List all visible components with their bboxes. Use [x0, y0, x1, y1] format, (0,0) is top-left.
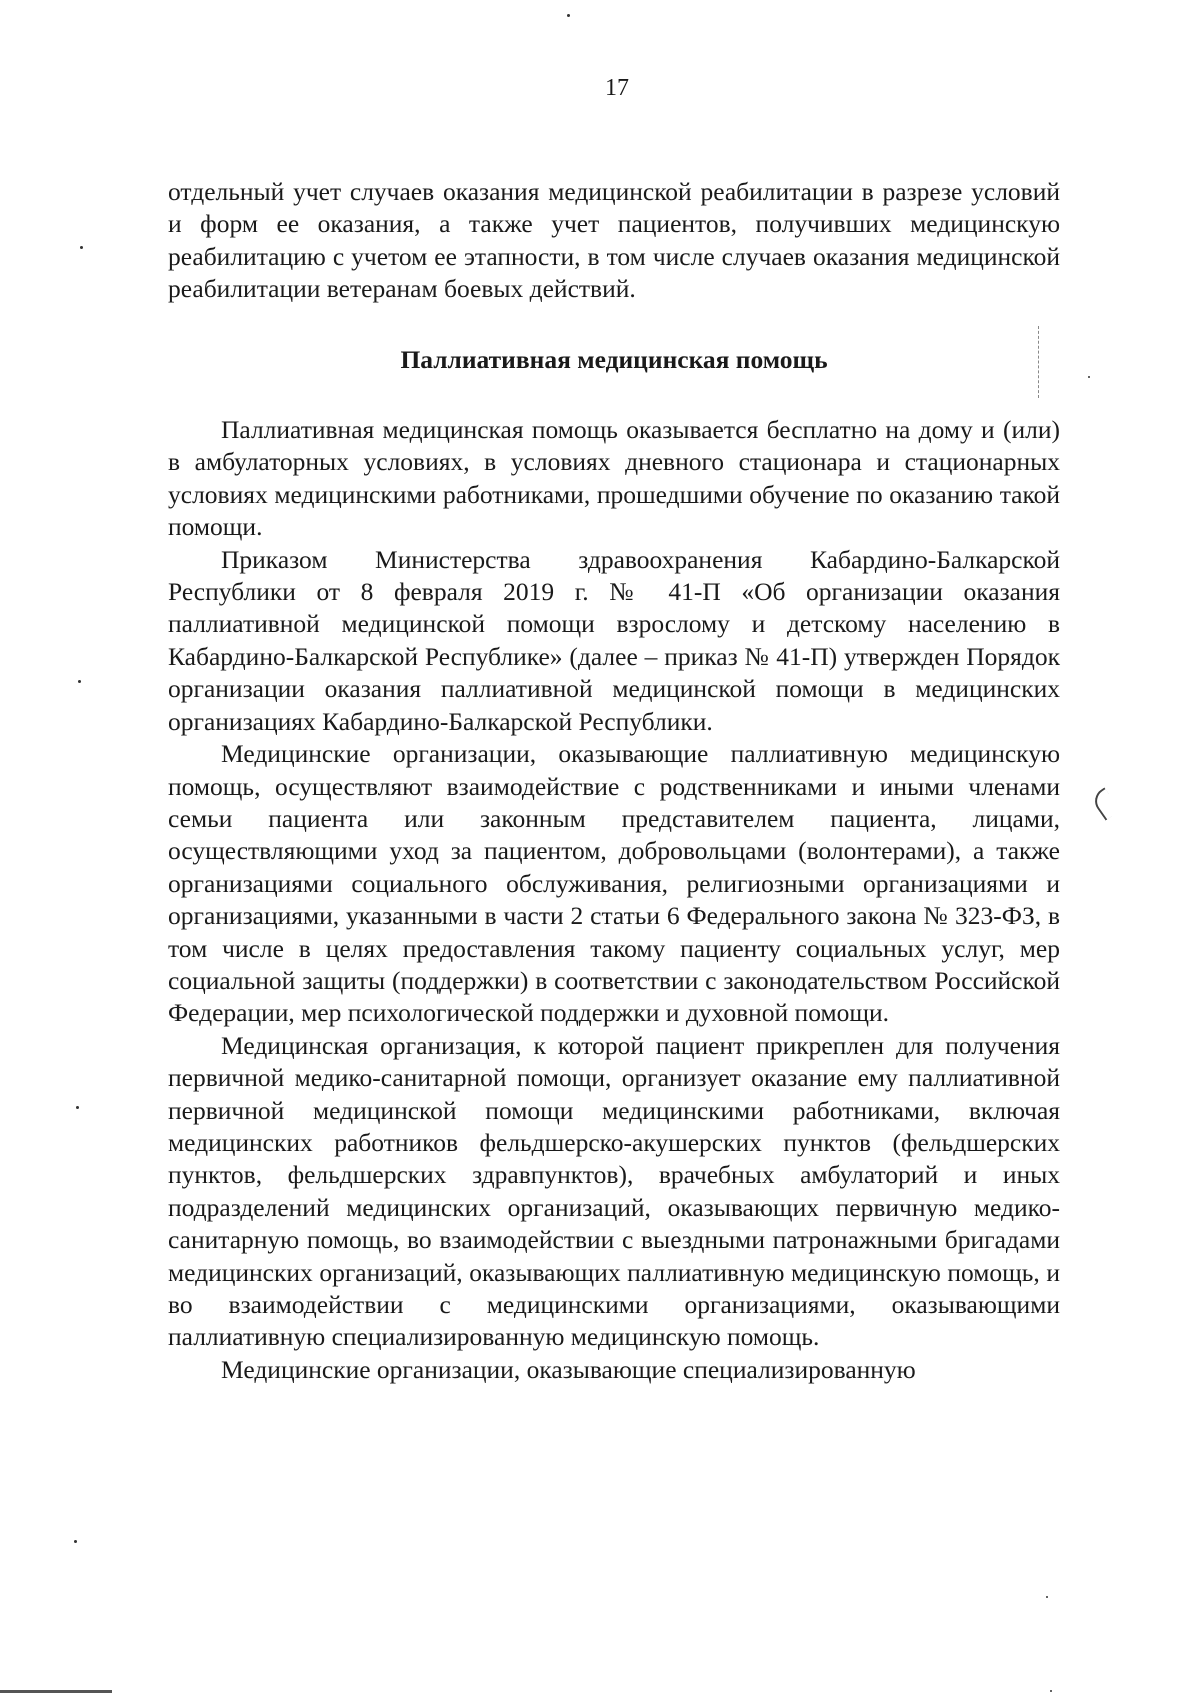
- scan-dot: [567, 14, 570, 17]
- paragraph: Приказом Министерства здравоохранения Кабардино-Балкарской Республики от 8 февраля 2019 г. № 41-П «Об организации оказания паллиативной медицинской помощи взрослому и детскому населению в Кабардино-Балкарской Республике» (далее – приказ № 41-П) утвержден Порядок организации оказания паллиативной медицинской помощи в медицинских организациях Кабардино-Балкарской Республики.: [168, 544, 1060, 736]
- scan-dot: [1088, 376, 1090, 378]
- paragraph-truncated: Медицинские организации, оказывающие специализированную: [221, 1354, 916, 1384]
- scan-dot: [78, 680, 81, 683]
- scan-dot: [76, 1106, 79, 1109]
- scan-dot: [1046, 1596, 1048, 1598]
- scan-dot: [1050, 1690, 1052, 1692]
- paragraph: Медицинские организации, оказывающие паллиативную медицинскую помощь, осуществляют взаимодействие с родственниками и иными членами семьи пациента или законным представителем пациента, лицами, осуществляющими уход за пациентом, добровольцами (волонтерами), а также организациями социального обслуживания, религиозными организациями и организациями, указанными в части 2 статьи 6 Федерального закона № 323-ФЗ, в том числе в целях предоставления такому пациенту социальных услуг, мер социальной защиты (поддержки) в соответствии с законодательством Российской Федерации, мер психологической поддержки и духовной помощи.: [168, 739, 1060, 1028]
- scan-edge-line: [0, 1690, 112, 1693]
- paragraph-continuation: отдельный учет случаев оказания медицинской реабилитации в разрезе условий и форм ее оказания, а также учет пациентов, получивших медицинскую реабилитацию с учетом ее этапности, в том числе случаев оказания медицинской реабилитации ветеранам боевых действий.: [168, 177, 1060, 304]
- page-number: 17: [605, 75, 629, 101]
- scan-dot: [80, 246, 83, 249]
- paragraph: Медицинская организация, к которой пациент прикреплен для получения первичной медико-санитарной помощи, организует оказание ему паллиативной первичной медицинской помощи медицинскими работниками, включая медицинских работников фельдшерско-акушерских пунктов (фельдшерских пунктов, фельдшерских здравпунктов), врачебных амбулаторий и иных подразделений медицинских организаций, оказывающих первичную медико-санитарную помощь, во взаимодействии с выездными патронажными бригадами медицинских организаций, оказывающих паллиативную медицинскую помощь, и во взаимодействии с медицинскими организациями, оказывающими паллиативную специализированную медицинскую помощь.: [168, 1030, 1060, 1352]
- document-body: [168, 176, 1060, 1386]
- paragraph: Паллиативная медицинская помощь оказывается бесплатно на дому и (или) в амбулаторных условиях, в условиях дневного стационара и стационарных условиях медицинскими работниками, прошедшими обучение по оказанию такой помощи.: [168, 415, 1060, 542]
- scan-dashed-line: [1038, 326, 1039, 398]
- scan-mark: [1090, 787, 1121, 820]
- section-heading: Паллиативная медицинская помощь: [400, 344, 828, 374]
- scan-dot: [74, 1540, 77, 1543]
